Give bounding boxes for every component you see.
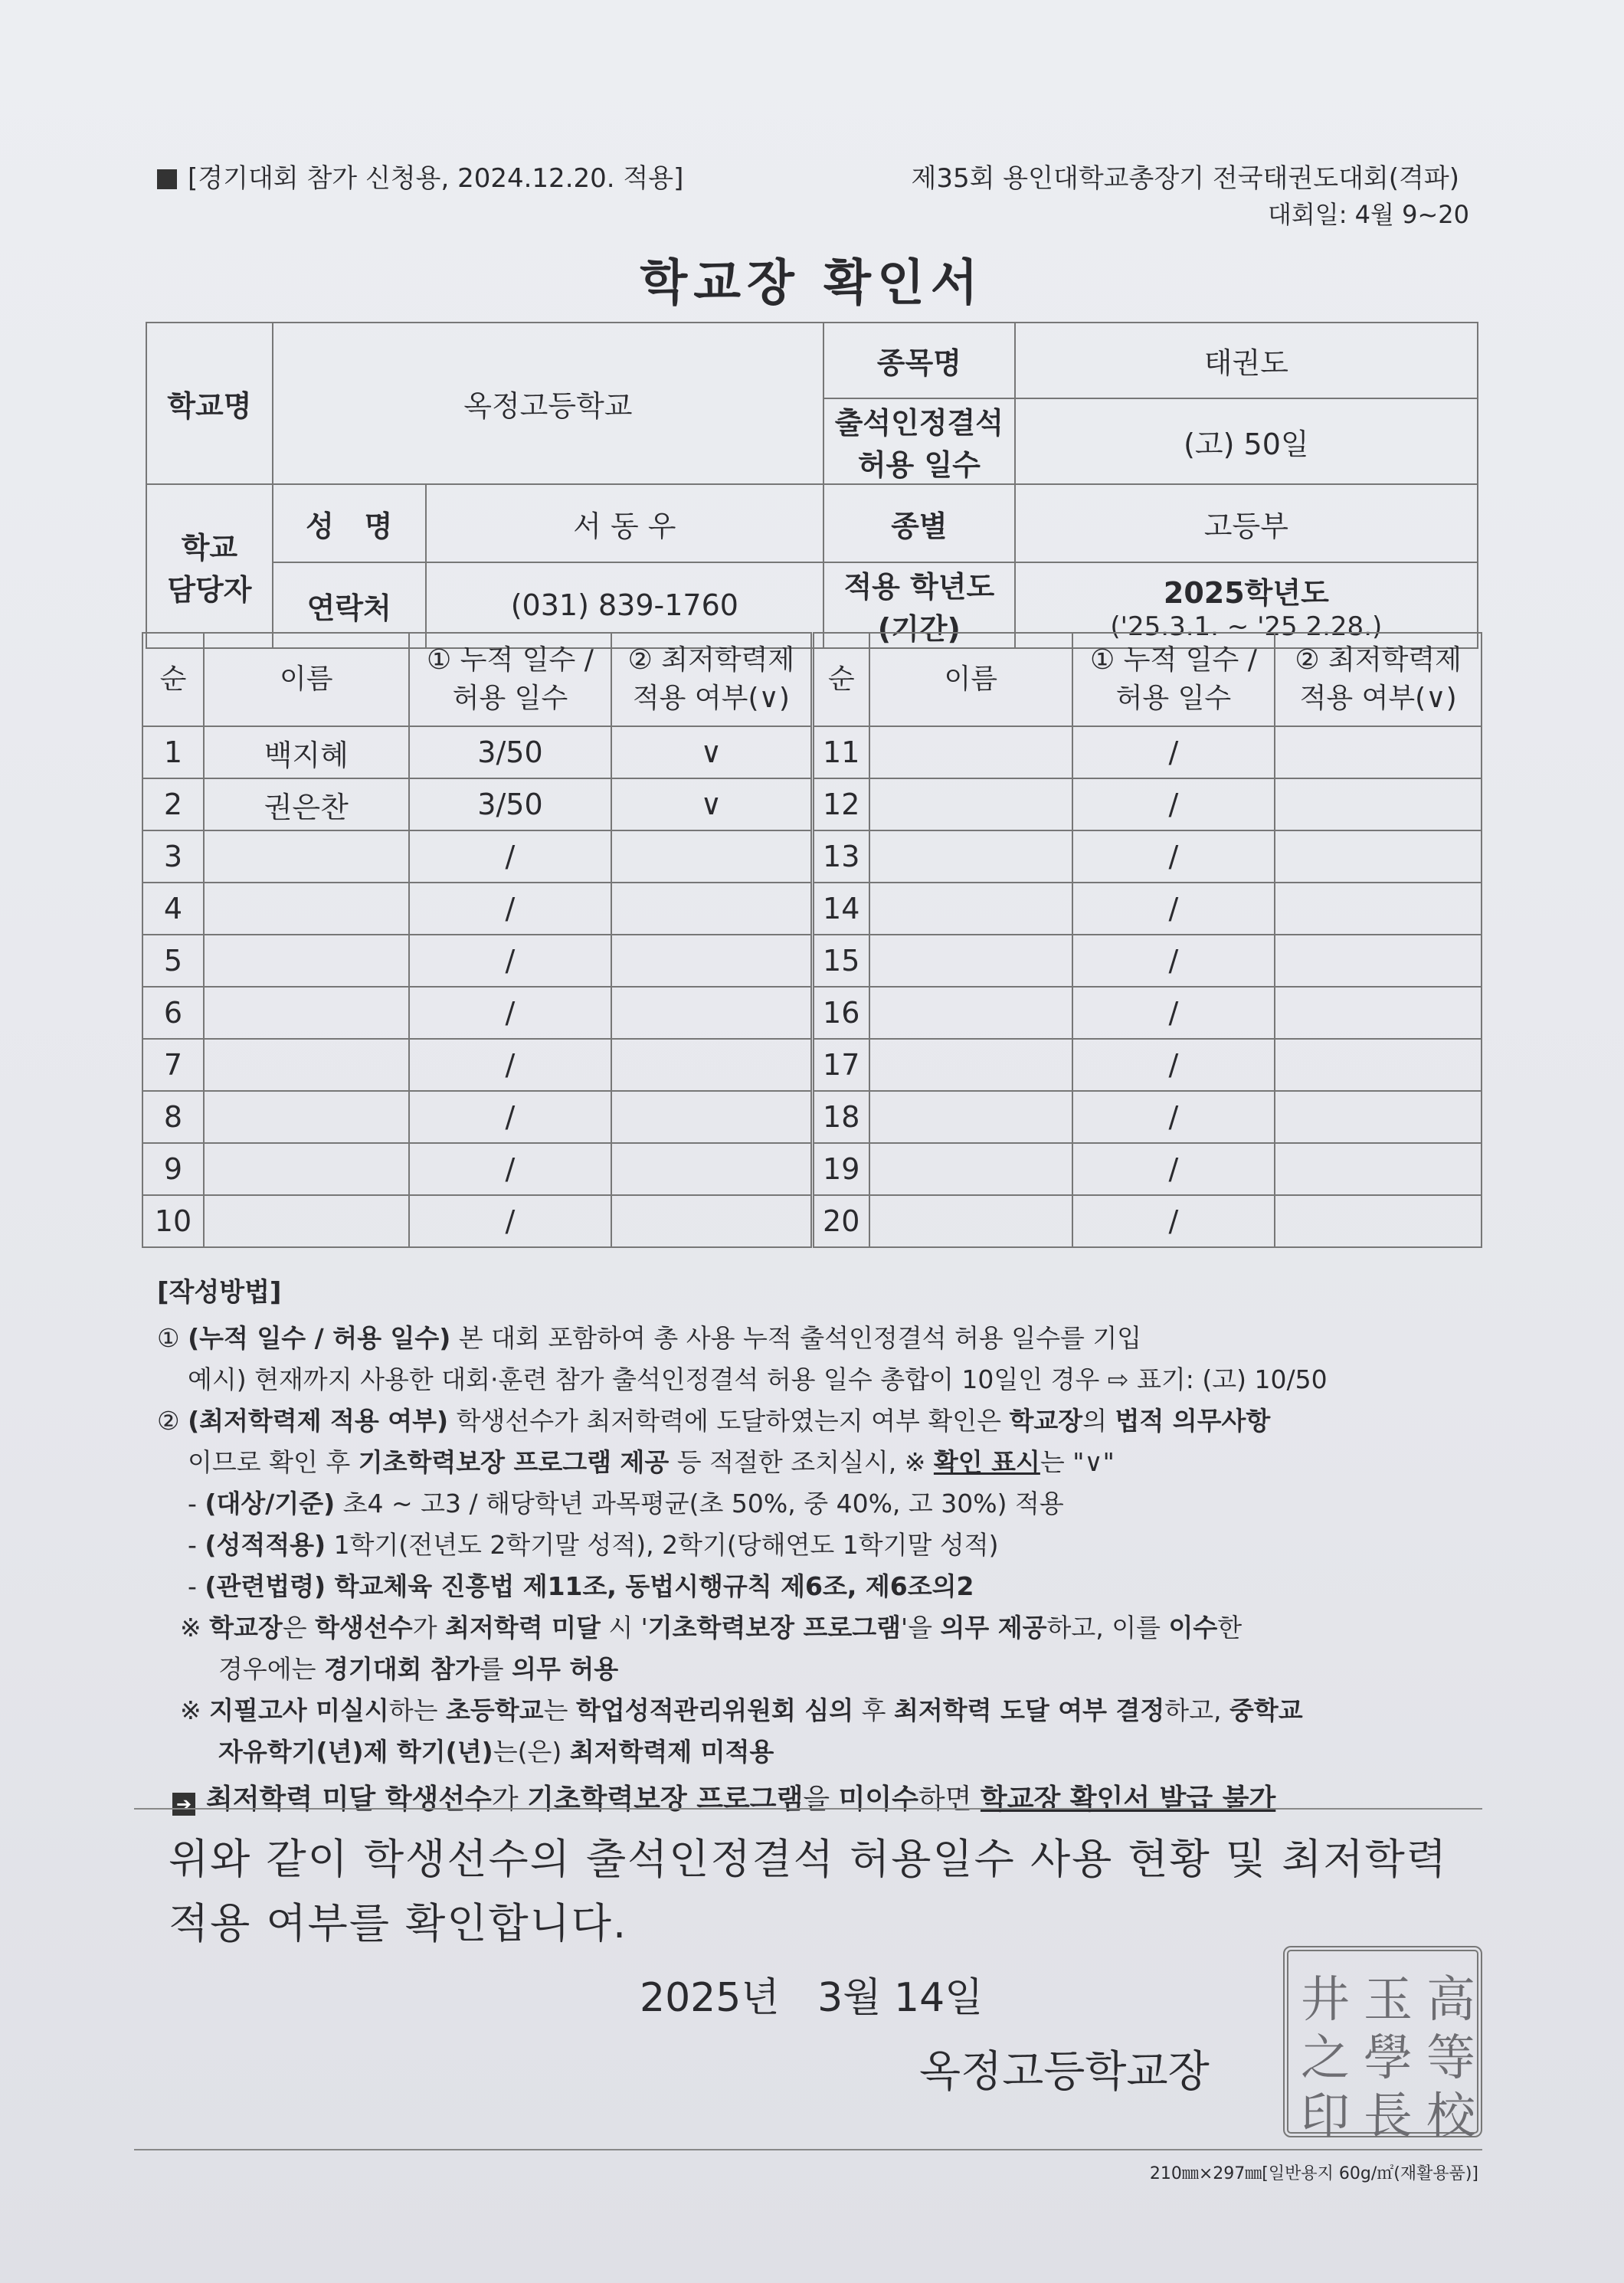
roster-cell-check	[1275, 830, 1482, 883]
roster-cell-no: 16	[812, 987, 869, 1039]
student-roster-table	[142, 632, 1482, 1248]
instruction-grade-application: - (성적적용) 1학기(전년도 2학기말 성적), 2학기(당해연도 1학기말 성적)	[188, 1530, 999, 1560]
roster-header-no: 순	[142, 633, 204, 726]
roster-cell-days: /	[1072, 1195, 1275, 1247]
header-competition-dates: 대회일: 4월 9~20	[1267, 200, 1469, 229]
roster-cell-no: 12	[812, 778, 869, 830]
instruction-note-2: ※ 지필고사 미실시하는 초등학교는 학업성적관리위원회 심의 후 최저학력 도달 여부 결정하고, 중학교	[180, 1695, 1303, 1725]
roster-cell-no: 17	[812, 1039, 869, 1091]
roster-header-name: 이름	[204, 633, 409, 726]
roster-header-no: 순	[812, 633, 869, 726]
roster-cell-check	[611, 830, 812, 883]
table-row	[142, 830, 1482, 883]
square-bullet-icon	[157, 169, 177, 189]
instruction-note-2-line-2: 자유학기(년)제 학기(년)는(은) 최저학력제 미적용	[218, 1737, 774, 1767]
roster-header-days: ① 누적 일수 / 허용 일수	[409, 633, 612, 726]
roster-cell-no: 10	[142, 1195, 204, 1247]
roster-cell-check	[611, 1195, 812, 1247]
roster-cell-name	[869, 1195, 1072, 1247]
seal-char: 玉	[1364, 1972, 1413, 2029]
roster-cell-check	[1275, 726, 1482, 778]
roster-cell-check	[611, 1091, 812, 1143]
roster-cell-check	[1275, 1091, 1482, 1143]
roster-cell-no: 4	[142, 883, 204, 935]
header-application-label: [경기대회 참가 신청용, 2024.12.20. 적용]	[157, 157, 683, 195]
roster-cell-check: ∨	[611, 726, 812, 778]
instruction-item-1: ① (누적 일수 / 허용 일수) 본 대회 포함하여 총 사용 누적 출석인정결석 허용 일수를 기입	[157, 1323, 1142, 1353]
seal-char: 之	[1301, 2030, 1350, 2087]
roster-cell-name	[204, 987, 409, 1039]
roster-cell-check: ∨	[611, 778, 812, 830]
roster-cell-days: /	[1072, 987, 1275, 1039]
roster-cell-days: /	[409, 1091, 612, 1143]
roster-cell-no: 6	[142, 987, 204, 1039]
official-school-seal	[1283, 1946, 1482, 2145]
instructions-heading: [작성방법]	[157, 1277, 282, 1308]
roster-cell-name	[869, 883, 1072, 935]
roster-cell-name	[204, 1195, 409, 1247]
roster-cell-days: /	[1072, 1039, 1275, 1091]
school-name-value: 옥정고등학교	[273, 323, 823, 484]
roster-cell-days: /	[409, 1143, 612, 1195]
roster-cell-no: 2	[142, 778, 204, 830]
roster-cell-check	[611, 935, 812, 987]
roster-cell-check	[1275, 1195, 1482, 1247]
school-year-label: 적용 학년도 (기간)	[823, 562, 1015, 648]
seal-char: 長	[1364, 2088, 1413, 2145]
table-row	[142, 1091, 1482, 1143]
roster-cell-no: 14	[812, 883, 869, 935]
roster-cell-no: 20	[812, 1195, 869, 1247]
roster-cell-check	[1275, 883, 1482, 935]
instructions-section	[157, 1272, 1490, 1820]
allowed-days-label: 출석인정결석 허용 일수	[823, 398, 1015, 484]
roster-cell-no: 11	[812, 726, 869, 778]
footer-divider	[134, 2149, 1482, 2150]
division-value: 고등부	[1015, 484, 1478, 562]
contact-label: 연락처	[273, 562, 426, 648]
table-row	[142, 883, 1482, 935]
manager-name-value: 서 동 우	[426, 484, 823, 562]
instruction-item-2: ② (최저학력제 적용 여부) 학생선수가 최저학력에 도달하였는지 여부 확인은 학교장의 법적 의무사항	[157, 1406, 1271, 1436]
roster-cell-days: /	[409, 883, 612, 935]
roster-header-days: ① 누적 일수 / 허용 일수	[1072, 633, 1275, 726]
contact-value: (031) 839-1760	[426, 562, 823, 648]
confirmation-statement: 위와 같이 학생선수의 출석인정결석 허용일수 사용 현황 및 최저학력 적용 여부를 확인합니다.	[169, 1835, 1448, 1947]
roster-cell-check	[1275, 1143, 1482, 1195]
instruction-final-warning: ➔ 최저학력 미달 학생선수가 기초학력보장 프로그램을 미이수하면 학교장 확인서 발급 불가	[157, 1779, 1490, 1820]
roster-cell-no: 1	[142, 726, 204, 778]
roster-cell-name	[869, 726, 1072, 778]
roster-cell-check	[1275, 778, 1482, 830]
table-row	[142, 726, 1482, 778]
sport-label: 종목명	[823, 323, 1015, 398]
section-divider	[134, 1808, 1482, 1810]
roster-cell-name	[869, 778, 1072, 830]
roster-cell-no: 13	[812, 830, 869, 883]
roster-header-check: ② 최저학력제 적용 여부(∨)	[1275, 633, 1482, 726]
roster-cell-days: /	[409, 1195, 612, 1247]
roster-cell-no: 3	[142, 830, 204, 883]
roster-cell-days: /	[1072, 830, 1275, 883]
seal-char: 等	[1426, 2030, 1475, 2087]
instruction-example: 예시) 현재까지 사용한 대회·훈련 참가 출석인정결석 허용 일수 총합이 10일인 경우 ⇨ 표기: (고) 10/50	[188, 1364, 1328, 1394]
header-competition-title: 제35회 용인대학교총장기 전국태권도대회(격파)	[911, 163, 1459, 194]
confirmation-date: 2025년 3월 14일	[640, 1975, 984, 2021]
roster-cell-no: 19	[812, 1143, 869, 1195]
table-row	[142, 1039, 1482, 1091]
roster-cell-name	[204, 1091, 409, 1143]
roster-cell-name	[869, 830, 1072, 883]
table-row	[142, 778, 1482, 830]
seal-char: 高	[1426, 1972, 1475, 2029]
seal-char: 校	[1426, 2088, 1475, 2145]
school-year-value: 2025학년도 ('25.3.1. ~ '25 2.28.)	[1015, 562, 1478, 648]
roster-cell-days: /	[1072, 1091, 1275, 1143]
roster-cell-no: 9	[142, 1143, 204, 1195]
roster-cell-check	[1275, 987, 1482, 1039]
sport-value: 태권도	[1015, 323, 1478, 398]
manager-name-label: 성 명	[273, 484, 426, 562]
allowed-days-value: (고) 50일	[1015, 398, 1478, 484]
roster-cell-name	[869, 1143, 1072, 1195]
roster-cell-check	[611, 883, 812, 935]
division-label: 종별	[823, 484, 1015, 562]
roster-cell-name	[869, 1039, 1072, 1091]
roster-cell-name: 권은찬	[204, 778, 409, 830]
instruction-target-criteria: - (대상/기준) 초4 ~ 고3 / 해당학년 과목평균(초 50%, 중 40%, 고 30%) 적용	[188, 1489, 1064, 1518]
roster-header-check: ② 최저학력제 적용 여부(∨)	[611, 633, 812, 726]
arrow-right-box-icon: ➔	[172, 1793, 195, 1816]
roster-cell-name	[204, 883, 409, 935]
instruction-note-1-line-2: 경우에는 경기대회 참가를 의무 허용	[218, 1654, 619, 1684]
roster-cell-check	[1275, 935, 1482, 987]
roster-cell-name	[204, 1143, 409, 1195]
roster-cell-name	[869, 1091, 1072, 1143]
roster-cell-days: /	[1072, 726, 1275, 778]
roster-cell-no: 18	[812, 1091, 869, 1143]
roster-cell-days: /	[1072, 778, 1275, 830]
roster-cell-days: /	[1072, 1143, 1275, 1195]
manager-label: 학교 담당자	[146, 484, 273, 648]
instruction-related-law: - (관련법령) 학교체육 진흥법 제11조, 동법시행규칙 제6조, 제6조의2	[188, 1571, 974, 1601]
roster-cell-check	[611, 1039, 812, 1091]
roster-cell-name: 백지혜	[204, 726, 409, 778]
roster-cell-check	[611, 987, 812, 1039]
roster-cell-days: 3/50	[409, 726, 612, 778]
instruction-item-2-line-2: 이므로 확인 후 기초학력보장 프로그램 제공 등 적절한 조치실시, ※ 확인 표시는 "∨"	[188, 1447, 1115, 1477]
roster-cell-no: 5	[142, 935, 204, 987]
roster-cell-name	[204, 935, 409, 987]
roster-cell-name	[204, 830, 409, 883]
table-row	[142, 987, 1482, 1039]
seal-char: 學	[1364, 2030, 1413, 2087]
seal-char: 印	[1301, 2088, 1350, 2145]
roster-cell-name	[204, 1039, 409, 1091]
roster-cell-check	[1275, 1039, 1482, 1091]
instruction-note-1: ※ 학교장은 학생선수가 최저학력 미달 시 '기초학력보장 프로그램'을 의무 제공하고, 이를 이수한	[180, 1613, 1243, 1643]
roster-cell-name	[869, 987, 1072, 1039]
roster-cell-days: /	[409, 935, 612, 987]
table-row	[142, 935, 1482, 987]
roster-cell-days: 3/50	[409, 778, 612, 830]
document-title: 학교장 확인서	[640, 255, 984, 312]
principal-signature-name: 옥정고등학교장	[919, 2047, 1210, 2097]
paper-spec-footer: 210㎜×297㎜[일반용지 60g/㎡(재활용품)]	[1149, 2164, 1478, 2183]
roster-cell-days: /	[1072, 883, 1275, 935]
roster-cell-days: /	[1072, 935, 1275, 987]
roster-cell-no: 7	[142, 1039, 204, 1091]
roster-cell-days: /	[409, 987, 612, 1039]
roster-header-name: 이름	[869, 633, 1072, 726]
school-name-label: 학교명	[146, 323, 273, 484]
roster-cell-no: 15	[812, 935, 869, 987]
roster-cell-name	[869, 935, 1072, 987]
table-row	[142, 1195, 1482, 1247]
school-info-table	[146, 322, 1478, 649]
roster-cell-days: /	[409, 830, 612, 883]
roster-cell-no: 8	[142, 1091, 204, 1143]
roster-cell-check	[611, 1143, 812, 1195]
roster-cell-days: /	[409, 1039, 612, 1091]
table-row	[142, 1143, 1482, 1195]
seal-char: 井	[1301, 1972, 1350, 2029]
